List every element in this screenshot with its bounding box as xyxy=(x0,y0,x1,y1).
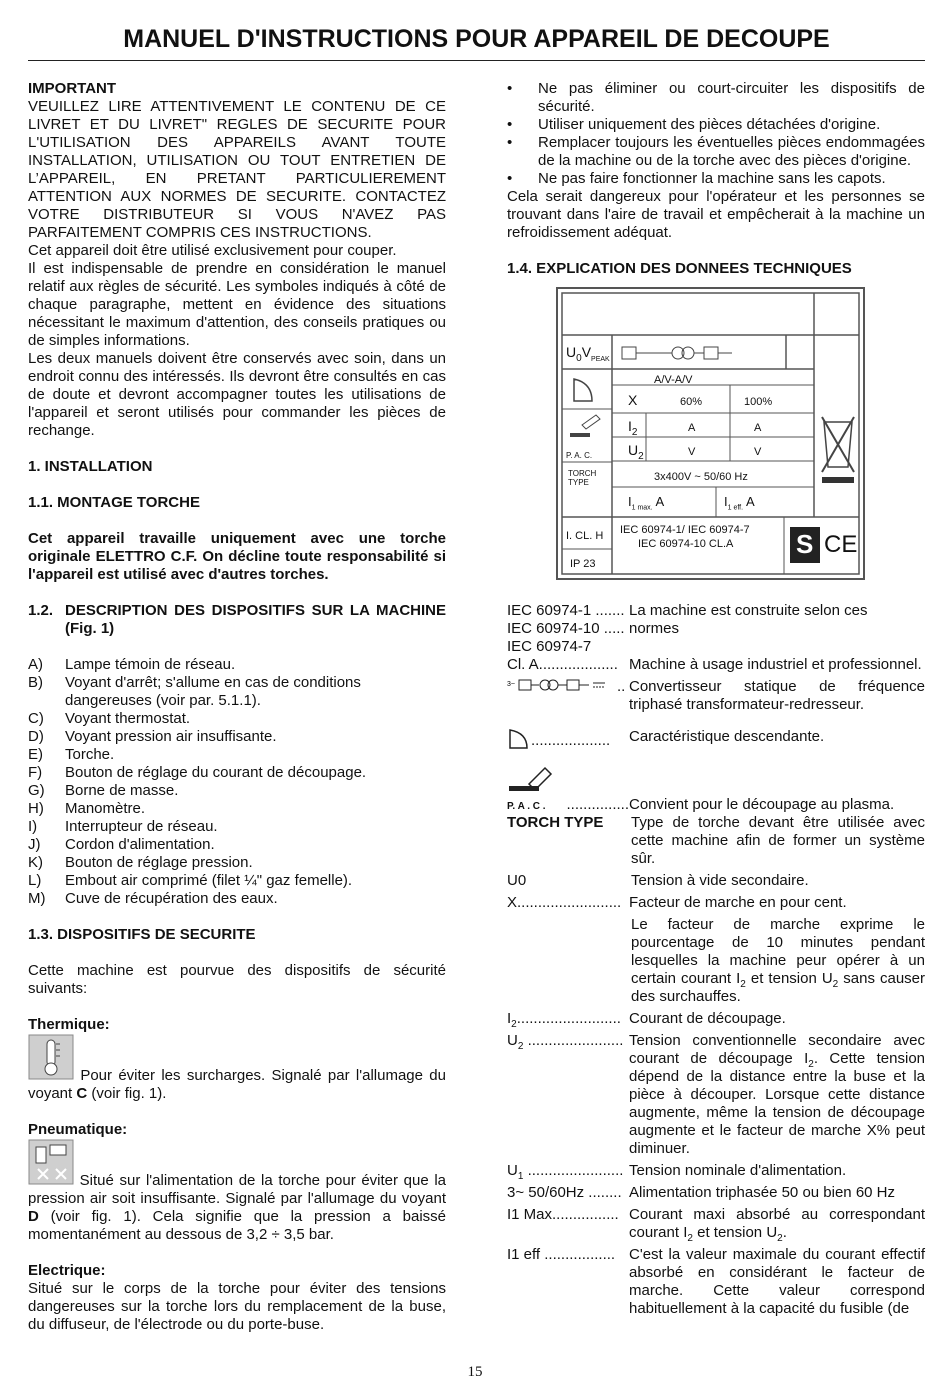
section-description xyxy=(28,602,446,638)
list-item-key: M) xyxy=(28,890,46,907)
plate-i2: $I_2$ xyxy=(628,418,638,438)
securite-text: Cette machine est pourvue des dispositifs de sécurité suivants: xyxy=(28,962,446,997)
converter-row: 3~ .. Convertisseur statique de fréquence triphasé transformateur-redresseur. xyxy=(507,678,925,713)
list-item-key: H) xyxy=(28,800,44,817)
plate-i1max: $I_{1 max.}$ A xyxy=(628,494,665,512)
plate-u0: $U_0V_{PEAK}$ xyxy=(566,344,610,364)
iec-row-1: IEC 60974-1 ....... La machine est construite selon ces xyxy=(507,602,868,619)
plate-i1eff: $I_{1 eff.}$ A xyxy=(724,494,755,512)
list-item xyxy=(28,656,446,674)
bullet-text: Ne pas faire fonctionner la machine sans les capots. xyxy=(538,170,886,187)
list-item xyxy=(28,800,446,818)
bullet-dot: • xyxy=(507,116,513,133)
list-item-key: F) xyxy=(28,764,43,781)
descending-row: ................... Caractéristique descendante. xyxy=(507,728,925,750)
list-item-text: Torche. xyxy=(65,746,115,763)
manuals-text: Les deux manuels doivent être conservés avec soin, dans un endroit connu des intéressés. Ils devront être consultés en cas de doute et devront accompagner toutes les utilisations de l'appareil et seront utilisés pour commander les pièces de rechange. xyxy=(28,350,446,439)
pac-row: P. A . C . ............... Convient pour le découpage au plasma. xyxy=(507,764,925,814)
section-title: DESCRIPTION DES DISPOSITIFS SUR LA MACHINE (Fig. 1) xyxy=(65,602,446,637)
safety-bullet xyxy=(507,80,925,116)
list-item xyxy=(28,818,446,836)
bullet-text: Ne pas éliminer ou court-circuiter les dispositifs de sécurité. xyxy=(538,80,925,115)
list-item-key: E) xyxy=(28,746,43,763)
list-item-text: Cordon d'alimentation. xyxy=(65,836,215,853)
list-item-text: Bouton de réglage pression. xyxy=(65,854,253,871)
plate-torch-type: TORCH TYPE xyxy=(568,469,597,487)
list-item-key: D) xyxy=(28,728,44,745)
list-item xyxy=(28,710,446,728)
plate-icl: I. CL. H xyxy=(566,530,604,542)
thermique-heading: Thermique: xyxy=(28,1016,110,1033)
plate-iec1: IEC 60974-1/ IEC 60974-7 xyxy=(620,524,750,536)
ce-mark: CE xyxy=(824,531,858,558)
i2-row: $I_2$......................... Courant de découpage. xyxy=(507,1010,786,1028)
i1eff-row: I1 eff ................. C'est la valeur maximale du courant effectif absorbé en considérant le facteur de marche. Cette valeur correspond habituellement à la capacité du fusible (de xyxy=(507,1246,925,1317)
safety-bullet xyxy=(507,170,925,188)
bullet-dot: • xyxy=(507,80,513,97)
rating-plate xyxy=(556,287,865,580)
list-item xyxy=(28,854,446,872)
s-mark: S xyxy=(796,529,814,559)
section-donnees-techniques: 1.4. EXPLICATION DES DONNEES TECHNIQUES xyxy=(507,260,852,277)
list-item xyxy=(28,674,446,710)
list-item-text: Voyant d'arrêt; s'allume en cas de conditions dangereuses (voir par. 5.1.1). xyxy=(65,674,361,709)
section-installation: 1. INSTALLATION xyxy=(28,458,153,475)
thermique-text: Pour éviter les surcharges. Signalé par l'allumage du voyant C (voir fig. 1). xyxy=(28,1034,446,1103)
right-column xyxy=(507,80,925,1318)
torch-type-row: TORCH TYPE Type de torche devant être utilisée avec cette machine afin de former un système sûr. xyxy=(507,814,925,867)
list-item xyxy=(28,728,446,746)
bullet-dot: • xyxy=(507,170,513,187)
danger-text: Cela serait dangereux pour l'opérateur et les personnes se trouvant dans l'aire de travail et empêcherait à la machine un refroidissement adéquat. xyxy=(507,188,925,241)
list-item-key: L) xyxy=(28,872,42,889)
list-item-text: Voyant pression air insuffisante. xyxy=(65,728,277,745)
list-item-text: Interrupteur de réseau. xyxy=(65,818,218,835)
iec-row-3: IEC 60974-7 xyxy=(507,638,592,655)
device-list xyxy=(28,656,446,908)
i1max-row: I1 Max................ Courant maxi absorbé au correspondant courant $I_2$ et tension $U_2$. xyxy=(507,1206,925,1244)
list-item xyxy=(28,746,446,764)
thermometer-icon xyxy=(28,1034,74,1085)
svg-text:3~: 3~ xyxy=(507,681,515,688)
list-item-text: Bouton de réglage du courant de découpage. xyxy=(65,764,367,781)
list-item xyxy=(28,872,446,890)
safety-bullet xyxy=(507,134,925,170)
list-item-key: K) xyxy=(28,854,43,871)
safety-bullets xyxy=(507,80,925,188)
cla-row: Cl. A................... Machine à usage industriel et professionnel. xyxy=(507,656,922,673)
list-item-text: Embout air comprimé (filet ¼" gaz femelle). xyxy=(65,872,353,889)
list-item xyxy=(28,764,446,782)
section-montage-torche: 1.1. MONTAGE TORCHE xyxy=(28,494,200,511)
plate-a2: A xyxy=(754,422,762,434)
plasma-torch-icon xyxy=(507,764,557,798)
plate-supply: 3x400V ~ 50/60 Hz xyxy=(654,471,748,483)
list-item-key: I) xyxy=(28,818,38,835)
list-item xyxy=(28,890,446,908)
plate-x: X xyxy=(628,392,638,408)
plate-pac: P. A. C. xyxy=(566,451,593,460)
section-securite: 1.3. DISPOSITIFS DE SECURITE xyxy=(28,926,256,943)
title-rule xyxy=(28,60,925,61)
bullet-dot: • xyxy=(507,134,513,151)
descending-characteristic-icon xyxy=(507,728,531,750)
list-item-key: J) xyxy=(28,836,41,853)
plate-v1: V xyxy=(688,446,696,458)
u0-row: U0 Tension à vide secondaire. xyxy=(507,872,809,889)
plate-v2: V xyxy=(754,446,762,458)
important-heading: IMPORTANT xyxy=(28,80,117,97)
plate-iec2: IEC 60974-10 CL.A xyxy=(638,538,734,550)
list-item-key: G) xyxy=(28,782,45,799)
page-title: MANUEL D'INSTRUCTIONS POUR APPAREIL DE DECOUPE xyxy=(123,25,830,53)
torch-note: Cet appareil travaille uniquement avec une torche originale ELETTRO C.F. On décline toute responsabilité si l'appareil est utilisé avec d'autres torches. xyxy=(28,530,446,583)
list-item-key: B) xyxy=(28,674,43,691)
important-text: VEUILLEZ LIRE ATTENTIVEMENT LE CONTENU DE CE LIVRET ET DU LIVRET" REGLES DE SECURITE POUR L'UTILISATION DES APPAREILS AVANT TOUTE INSTALLATION, UTILISATION OU TOUT ENTRETIEN DE L’APPAREIL, EN PRETANT PARTICULIEREMENT ATTENTION AUX NORMES DE SECURITE. CONTACTEZ VOTRE DISTRIBUTEUR SI VOUS N'AVEZ PAS PARFAITEMENT COMPRIS CES INSTRUCTIONS. xyxy=(28,98,446,241)
plate-a1: A xyxy=(688,422,696,434)
usage-text: Cet appareil doit être utilisé exclusivement pour couper. xyxy=(28,242,397,259)
u2-row: $U_2$ ....................... Tension conventionnelle secondaire avec courant de découpage $I_2$. Cette tension dépend de la distance entre la buse et la pièce à découper. Lorsque cette distance augmente, même la tension de découpage augmente et le facteur de marche X% peut diminuer. xyxy=(507,1032,925,1157)
u1-row: $U_1$ ....................... Tension nominale d'alimentation. xyxy=(507,1162,847,1180)
section-number: 1.2. xyxy=(28,602,54,619)
electrique-text: Situé sur le corps de la torche pour éviter des tensions dangereuses sur la torche lors du remplacement de la buse, du diffuseur, de l'électrode ou du porte-buse. xyxy=(28,1280,446,1333)
plate-x60: 60% xyxy=(680,396,703,408)
pneumatique-heading: Pneumatique: xyxy=(28,1121,128,1138)
electrique-heading: Electrique: xyxy=(28,1262,106,1279)
plate-u2: $U_2$ xyxy=(628,442,644,462)
list-item-text: Voyant thermostat. xyxy=(65,710,191,727)
freq-row: 3~ 50/60Hz ........ Alimentation triphasée 50 ou bien 60 Hz xyxy=(507,1184,896,1201)
plate-x100: 100% xyxy=(744,396,773,408)
list-item xyxy=(28,782,446,800)
air-pressure-icon xyxy=(28,1139,74,1190)
list-item-key: A) xyxy=(28,656,43,673)
x-detail-row: Le facteur de marche exprime le pourcentage de 10 minutes pendant lesquelles la machine peur opérer à un certain courant $I_2$ et tension $U_2$ sans causer des surchauffes. xyxy=(631,916,926,1005)
bullet-text: Remplacer toujours les éventuelles pièces endommagées de la machine ou de la torche avec des pièces d'origine. xyxy=(538,134,925,169)
plate-avav: A/V-A/V xyxy=(654,374,693,386)
list-item xyxy=(28,836,446,854)
list-item-text: Cuve de récupération des eaux. xyxy=(65,890,278,907)
symbols-text: Il est indispensable de prendre en considération le manuel relatif aux règles de sécurité. Les symboles indiqués à côté de chaque paragraphe, mettent en évidence des situations nécessitant le maximum d'attention, des conseils pratiques ou de simples informations. xyxy=(28,260,446,349)
bullet-text: Utiliser uniquement des pièces détachées d'origine. xyxy=(538,116,881,133)
page-number: 15 xyxy=(467,1364,483,1380)
left-column xyxy=(28,80,446,1334)
list-item-text: Manomètre. xyxy=(65,800,146,817)
pneumatique-text: Situé sur l'alimentation de la torche pour éviter que la pression air soit insuffisante. Signalé par l'allumage du voyant D (voir fig. 1). Cela signifie que la pression a baissé momentanément au dessous de 3,2 ÷ 3,5 bar. xyxy=(28,1139,446,1244)
converter-icon xyxy=(507,678,617,692)
list-item-key: C) xyxy=(28,710,44,727)
list-item-text: Lampe témoin de réseau. xyxy=(65,656,236,673)
plate-ip: IP 23 xyxy=(570,558,596,570)
iec-row-2: IEC 60974-10 ..... normes xyxy=(507,620,680,637)
x-row: X......................... Facteur de marche en pour cent. xyxy=(507,894,847,911)
list-item-text: Borne de masse. xyxy=(65,782,179,799)
safety-bullet xyxy=(507,116,925,134)
